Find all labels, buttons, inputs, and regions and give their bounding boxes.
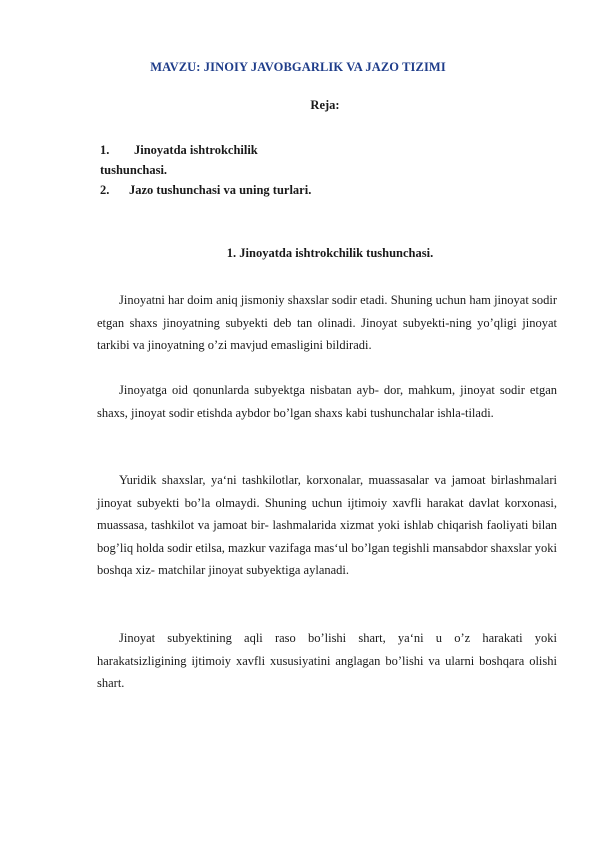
plan-list: [100, 140, 520, 200]
plan-item-1-number: 1.: [100, 143, 110, 157]
document-title: MAVZU: JINOIY JAVOBGARLIK VA JAZO TIZIMI: [150, 60, 446, 74]
plan-item-1-continuation: tushunchasi.: [100, 163, 168, 177]
plan-item-1: [100, 140, 520, 160]
plan-item-1-text: Jinoyatda ishtrokchilik: [134, 143, 258, 157]
paragraph-1: Jinoyatni har doim aniq jismoniy shaxslar sodir etadi. Shuning uchun ham jinoyat sodir etgan shaxs jinoyatning subyekti deb tan olinadi. Jinoyat subyekti-ning yo’qligi jinoyat tarkibi va jinoyatning o’zi mavjud emasligini bildiradi.: [97, 293, 557, 352]
paragraph-4: Jinoyat subyektining aqli raso bo’lishi shart, ya‘ni u o’z harakati yoki harakatsizligining ijtimoiy xavfli xususiyatini anglagan bo’lishi va ularni boshqara olishi shart.: [97, 631, 557, 690]
plan-item-2-number: 2.: [100, 183, 110, 197]
paragraph-3: Yuridik shaxslar, ya‘ni tashkilotlar, korxonalar, muassasalar va jamoat birlashmalari jinoyat subyekti bo’la olmaydi. Shuning uchun ijtimoiy xavfli harakat davlat korxonasi, muassasa, tashkilot va jamoat bir- lashmalarida xizmat yoki ishlab chiqarish faoliyati bilan bog’liq holda sodir etilsa, mazkur vazifaga mas‘ul bo’lgan tegishli mansabdor shaxslar yoki boshqa xiz- matchilar jinoyat subyektiga aylanadi.: [97, 473, 557, 577]
plan-label: Reja:: [310, 98, 340, 112]
section-heading: 1. Jinoyatda ishtrokchilik tushunchasi.: [226, 246, 434, 260]
paragraph-2: Jinoyatga oid qonunlarda subyektga nisbatan ayb- dor, mahkum, jinoyat sodir etgan shaxs, jinoyat sodir etishda aybdor bo’lgan shaxs kabi tushunchalar ishla-tiladi.: [97, 383, 557, 420]
plan-item-2-text: Jazo tushunchasi va uning turlari.: [129, 183, 312, 197]
plan-item-2: [100, 180, 520, 200]
